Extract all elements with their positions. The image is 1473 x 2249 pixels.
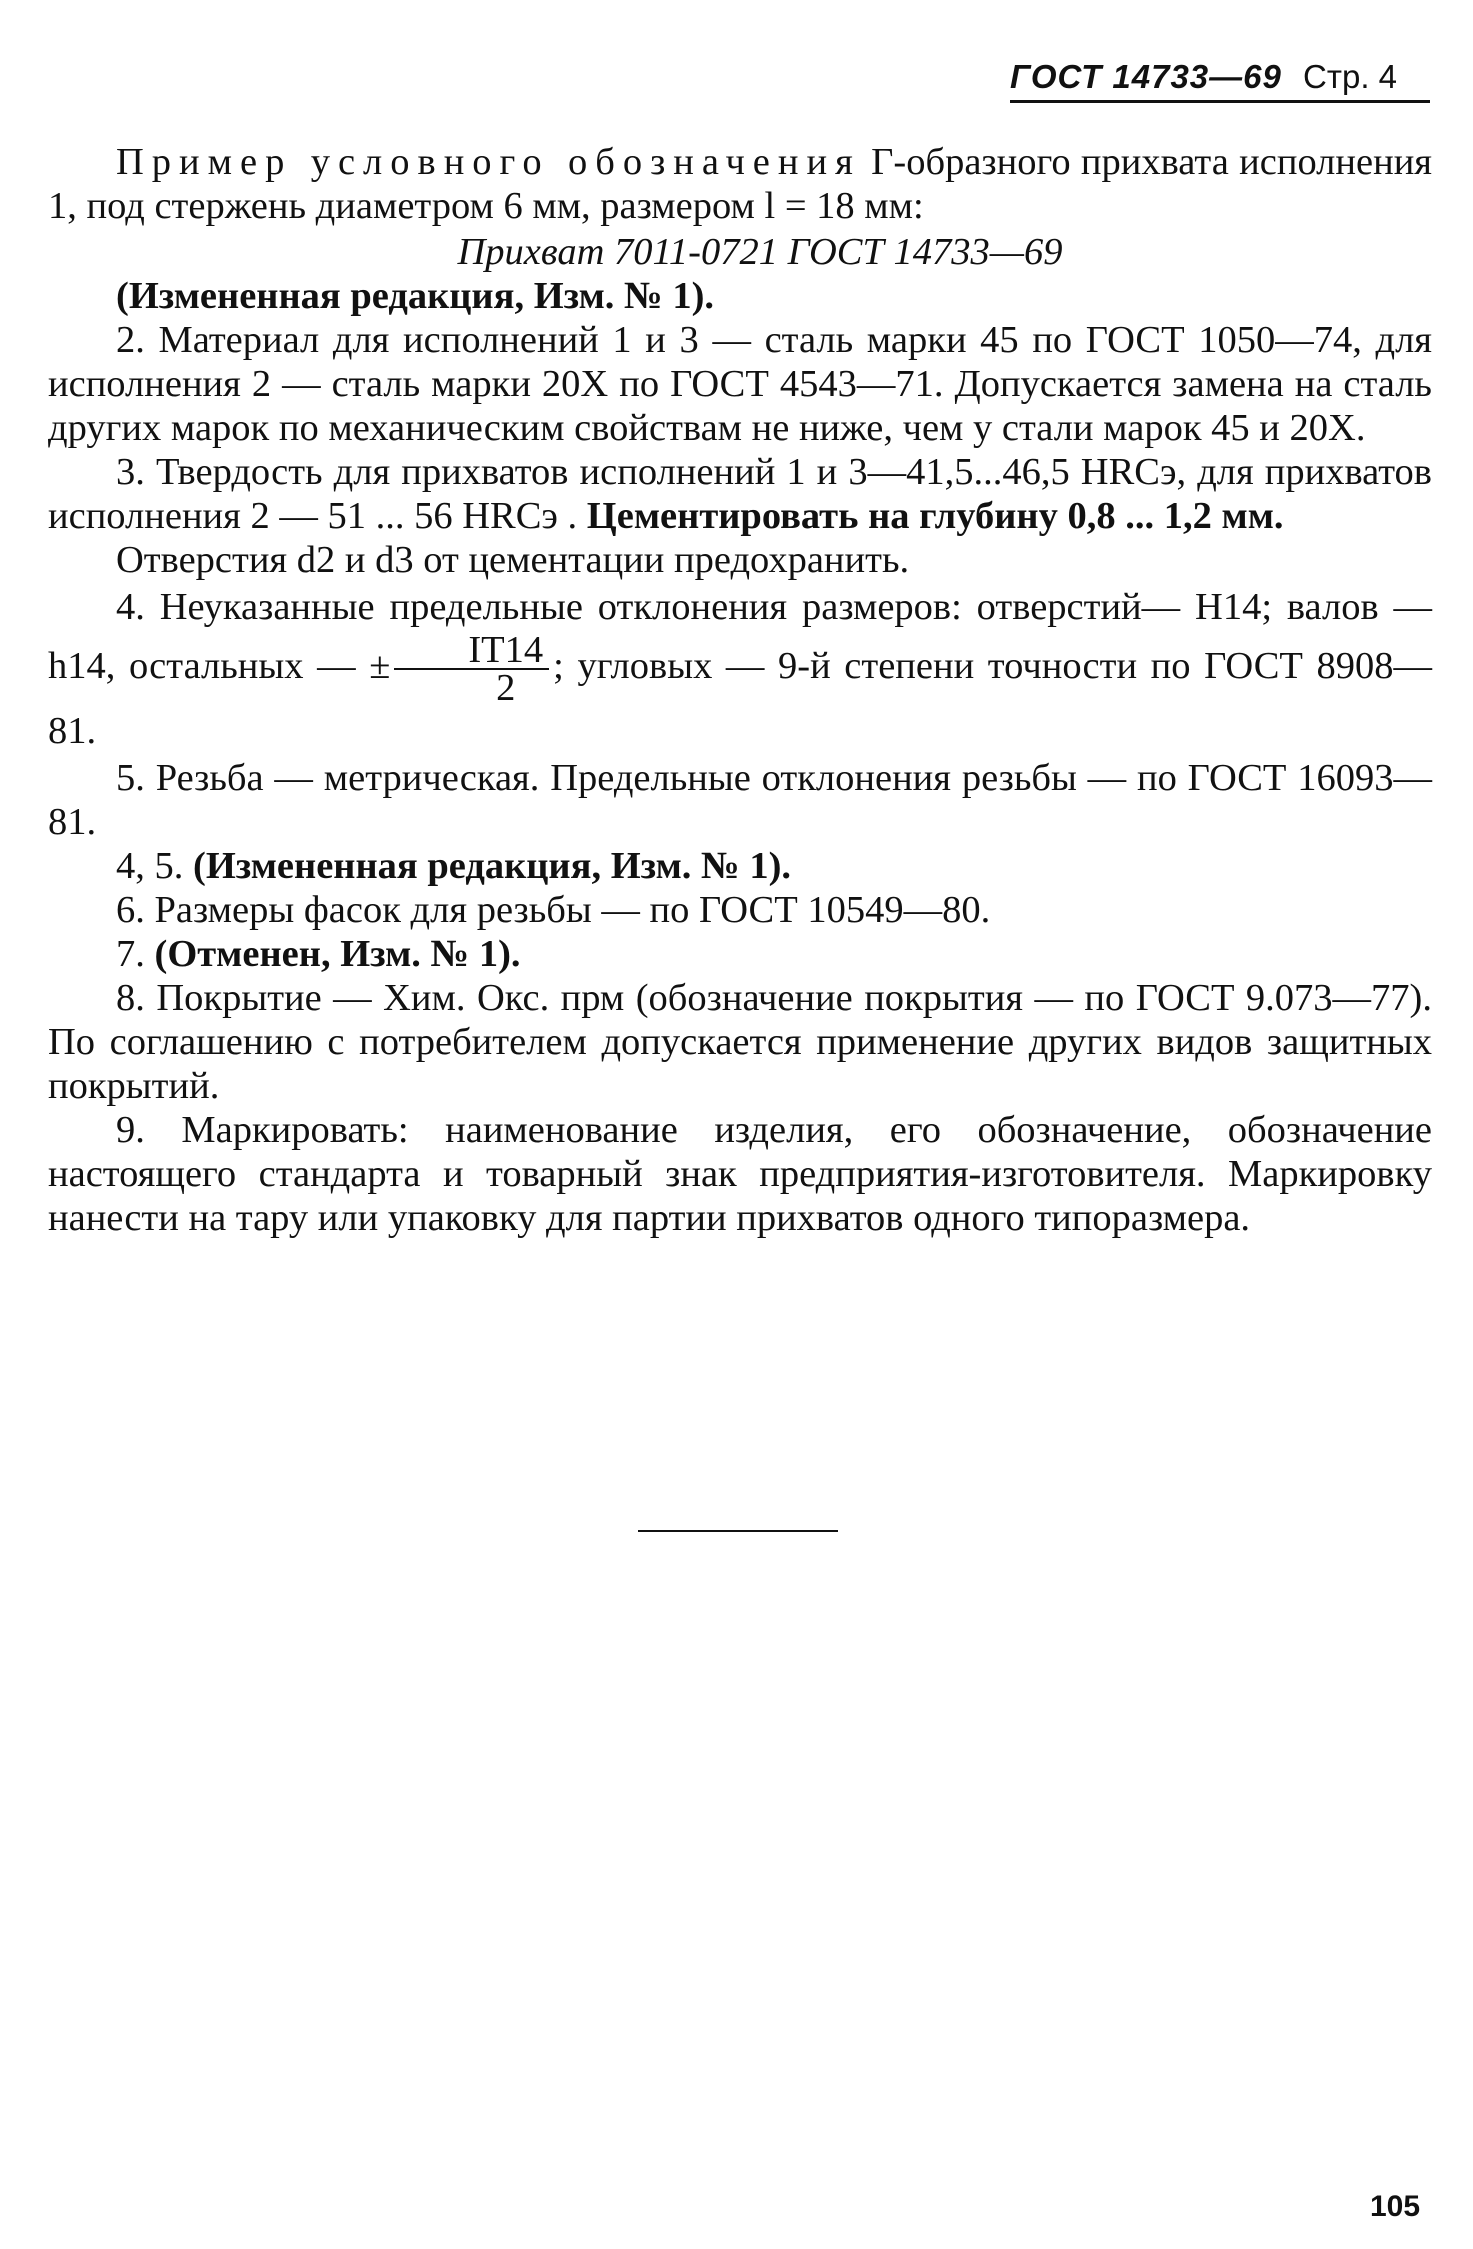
item-9: 9. Маркировать: наименование изделия, его обозначение, обозначение настоящего стандарта и товарный знак предприятия-изготовителя. Маркировку нанести на тару или упаковку для партии прихватов одного типоразмера. (48, 1109, 1432, 1239)
tolerance-fraction (394, 629, 549, 709)
fraction-denominator: 2 (496, 667, 516, 709)
item-5: 5. Резьба — метрическая. Предельные отклонения резьбы — по ГОСТ 16093—81. (48, 757, 1432, 843)
item-2: 2. Материал для исполнений 1 и 3 — сталь марки 45 по ГОСТ 1050—74, для исполнения 2 — сталь марки 20Х по ГОСТ 4543—71. Допускается замена на сталь других марок по механическим свойствам не ниже, чем у стали марок 45 и 20Х. (48, 319, 1432, 449)
item-7-prefix: 7. (116, 933, 155, 975)
example-paragraph (48, 140, 1432, 228)
item-7-text: (Отменен, Изм. № 1). (154, 933, 521, 975)
amendment-note-45-prefix: 4, 5. (116, 845, 193, 887)
holes-note: Отверстия d2 и d3 от цементации предохранить. (116, 539, 910, 581)
item-6: 6. Размеры фасок для резьбы — по ГОСТ 10549—80. (116, 889, 991, 931)
amendment-note-45 (48, 844, 1432, 888)
item-4-end: ; угловых — 9-й степени точности по ГОСТ 8908—81. (48, 644, 1433, 752)
item-3 (48, 450, 1432, 538)
item-8: 8. Покрытие — Хим. Окс. прм (обозначение покрытия — по ГОСТ 9.073—77). По соглашению с потребителем допускается применение других видов защитных покрытий. (48, 977, 1432, 1107)
page-label: Стр. 4 (1303, 58, 1398, 95)
running-header (1010, 58, 1428, 96)
example-designation: Прихват 7011-0721 ГОСТ 14733—69 (457, 231, 1063, 273)
item-4-text: 4. Неуказанные предельные отклонения размеров: отверстий— Н14; валов — h14, остальных — ± (48, 586, 1432, 687)
item-4 (48, 582, 1432, 756)
document-body (48, 140, 1432, 1240)
item-3-text: 3. Твердость для прихватов исполнений 1 и 3—41,5...46,5 HRCэ, для прихватов исполнения 2 — 51 ... 56 HRCэ . (48, 451, 1432, 537)
example-intro-rest: Г-образного прихвата исполнения 1, под стержень диаметром 6 мм, размером l = 18 мм: (48, 141, 1432, 227)
end-of-text-rule (638, 1530, 838, 1532)
header-rule (1010, 100, 1430, 103)
item-7 (48, 932, 1432, 976)
item-3-bold: Цементировать на глубину 0,8 ... 1,2 мм. (586, 495, 1284, 537)
amendment-note-45-text: (Измененная редакция, Изм. № 1). (193, 845, 792, 887)
fraction-numerator: IT14 (394, 632, 549, 670)
amendment-note-1: (Измененная редакция, Изм. № 1). (116, 275, 715, 317)
document-code: ГОСТ 14733—69 (1010, 58, 1282, 95)
page-number: 105 (1370, 2190, 1421, 2223)
example-intro-spaced: Пример условного обозначения (116, 141, 861, 183)
